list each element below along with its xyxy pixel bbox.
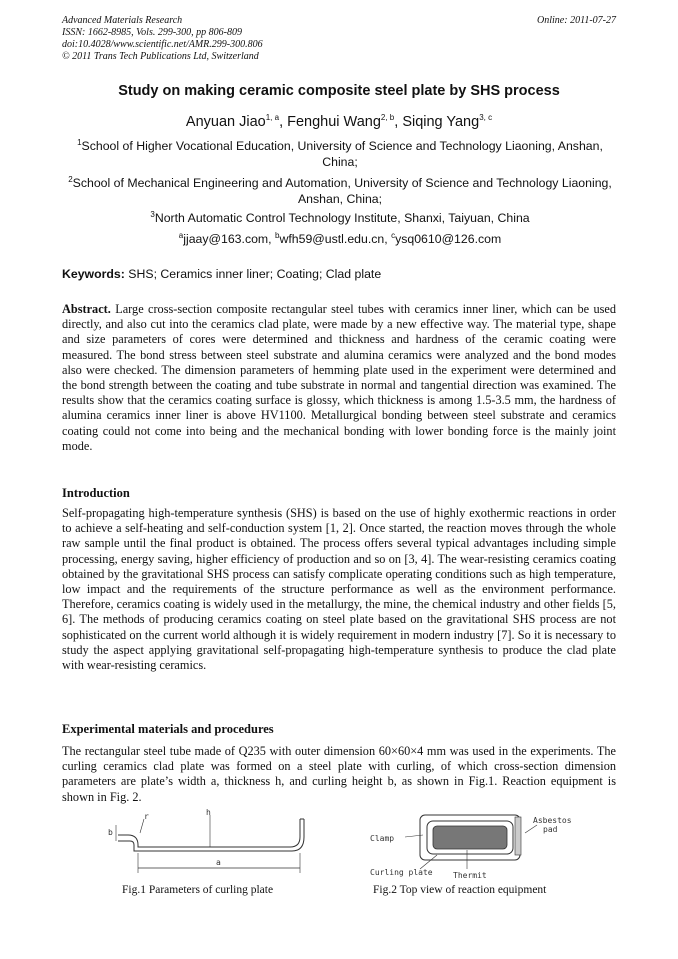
journal-name: Advanced Materials Research (62, 15, 183, 26)
figure-caption-2: Fig.2 Top view of reaction equipment (373, 884, 547, 896)
online-date: Online: 2011-07-27 (537, 15, 616, 26)
affiliation (66, 210, 614, 226)
author-name: Siqing Yang (402, 114, 480, 130)
affiliation-text: School of Higher Vocational Education, University of Science and Technology Liaoning, Anshan, China; (81, 139, 603, 169)
author-sup: 1, a (265, 113, 280, 123)
affiliation-text: School of Mechanical Engineering and Automation, University of Science and Technology Liaoning, Anshan, China; (72, 176, 612, 206)
author-sup: 2, b (380, 113, 395, 123)
abstract (62, 302, 616, 454)
author-sup: 3, c (479, 113, 493, 123)
keywords (62, 267, 381, 281)
keywords-label: Keywords: (62, 267, 125, 281)
label-b: b (108, 828, 113, 837)
section-heading-experimental: Experimental materials and procedures (62, 722, 274, 736)
plate-outline (118, 819, 300, 847)
author-name: Anyuan Jiao (185, 114, 266, 130)
issn-line: ISSN: 1662-8985, Vols. 299-300, pp 806-809 (62, 27, 242, 38)
email-list (66, 231, 614, 247)
thermit-fill (433, 826, 507, 849)
affiliation (66, 138, 614, 170)
copyright-line: © 2011 Trans Tech Publications Ltd, Switzerland (62, 51, 259, 62)
section-heading-introduction: Introduction (62, 486, 130, 500)
email-link[interactable]: jjaay@163.com, (183, 232, 276, 246)
doi-line: doi:10.4028/www.scientific.net/AMR.299-300.806 (62, 39, 263, 50)
introduction-text: Self-propagating high-temperature synthesis (SHS) is based on the use of highly exothermic reactions in order to achieve a self-heating and self-conduction system [1, 2]. Once started, the reaction moves through the whole raw sample until the final product is obtained. The process offers several typical advantages including simple processing, energy saving, higher efficiency of production and so on [3, 4]. The wear-resisting ceramics coating obtained by the gravitational SHS process can satisfy complicate operating conditions such as high temperature, low impact and the requirements of the structure performance as well as the environment performance. Therefore, ceramics coating is widely used in the metallurgy, the mine, the chemical industry and other fields [5, 6]. The methods of producing ceramics coating on steel plate based on the gravitational SHS process are not sophisticated on the current world although it is widely requirement in modern industry [7]. So it is necessary to study the aspect applying gravitational self-propagating high-temperature synthesis to produce the clad plate with wear-resisting ceramics. (62, 506, 616, 673)
affiliation-text: North Automatic Control Technology Institute, Shanxi, Taiyuan, China (154, 211, 530, 225)
author-name: Fenghui Wang (287, 114, 381, 130)
asbestos-pad (515, 817, 521, 855)
email-link[interactable]: ysq0610@126.com (395, 232, 502, 246)
affiliation (66, 175, 614, 207)
publication-meta (62, 15, 616, 63)
plate-inner (118, 819, 304, 851)
label-clamp: Clamp (370, 834, 395, 843)
label-thermit: Thermit (453, 871, 487, 880)
figure-caption-1: Fig.1 Parameters of curling plate (122, 884, 274, 896)
figure-curling-plate (100, 805, 320, 885)
experimental-text: The rectangular steel tube made of Q235 with outer dimension 60×60×4 mm was used in the experiments. The curling ceramics clad plate was formed on a steel plate with curling, of which cross-section dimension parameters are plate’s width a, thickness h, and curling height b, as shown in Fig.1. Reaction equipment is shown in Fig. 2. (62, 744, 616, 804)
label-h: h (206, 808, 211, 817)
affiliation-sup: 2 (68, 174, 73, 184)
email-sup: b (275, 230, 280, 240)
affiliation-sup: 1 (77, 137, 82, 147)
label-pad: pad (543, 825, 558, 834)
keywords-text: SHS; Ceramics inner liner; Coating; Clad plate (124, 267, 382, 281)
email-sup: a (178, 230, 184, 240)
abstract-text: Large cross-section composite rectangular steel tubes with ceramics inner liner, which can be used directly, and also cut into the ceramics clad plate, were made by a new effective way. The material type, shape and size parameters of cores were determined and thickness and hardness of the ceramic coating were measured. The bond stress between steel substrate and alumina ceramics were analyzed and the bond modes also were checked. The dimension parameters of hemming plate used in the experiment were determined and the bond strength between the coating and tube substrate in normal and tangential direction was examined. The results show that the ceramics coating surface is glossy, which thickness is among 1.5-3.5 mm, the hardness of alumina ceramics inner liner is above HV1100. Metallurgical bonding between steel substrate and ceramics coating could not come into being and the mechanical bonding with lower bonding force is the mainly joint mode. (62, 302, 616, 453)
label-asbestos: Asbestos (533, 816, 572, 825)
figure-reaction-equipment (365, 805, 590, 885)
label-curling-plate: Curling plate (370, 868, 433, 877)
paper-title: Study on making ceramic composite steel plate by SHS process (118, 83, 560, 99)
affiliation-sup: 3 (150, 209, 155, 219)
email-sup: c (391, 230, 396, 240)
abstract-label: Abstract. (62, 302, 111, 316)
author-list: Anyuan Jiao$^{1, a}$, Fenghui Wang$^{2, b}$, Siqing Yang$^{3, c}$ (185, 113, 493, 130)
label-r: r (144, 812, 149, 821)
dim-line-r (140, 819, 144, 833)
label-a: a (216, 858, 221, 867)
email-link[interactable]: wfh59@ustl.edu.cn, (279, 232, 392, 246)
